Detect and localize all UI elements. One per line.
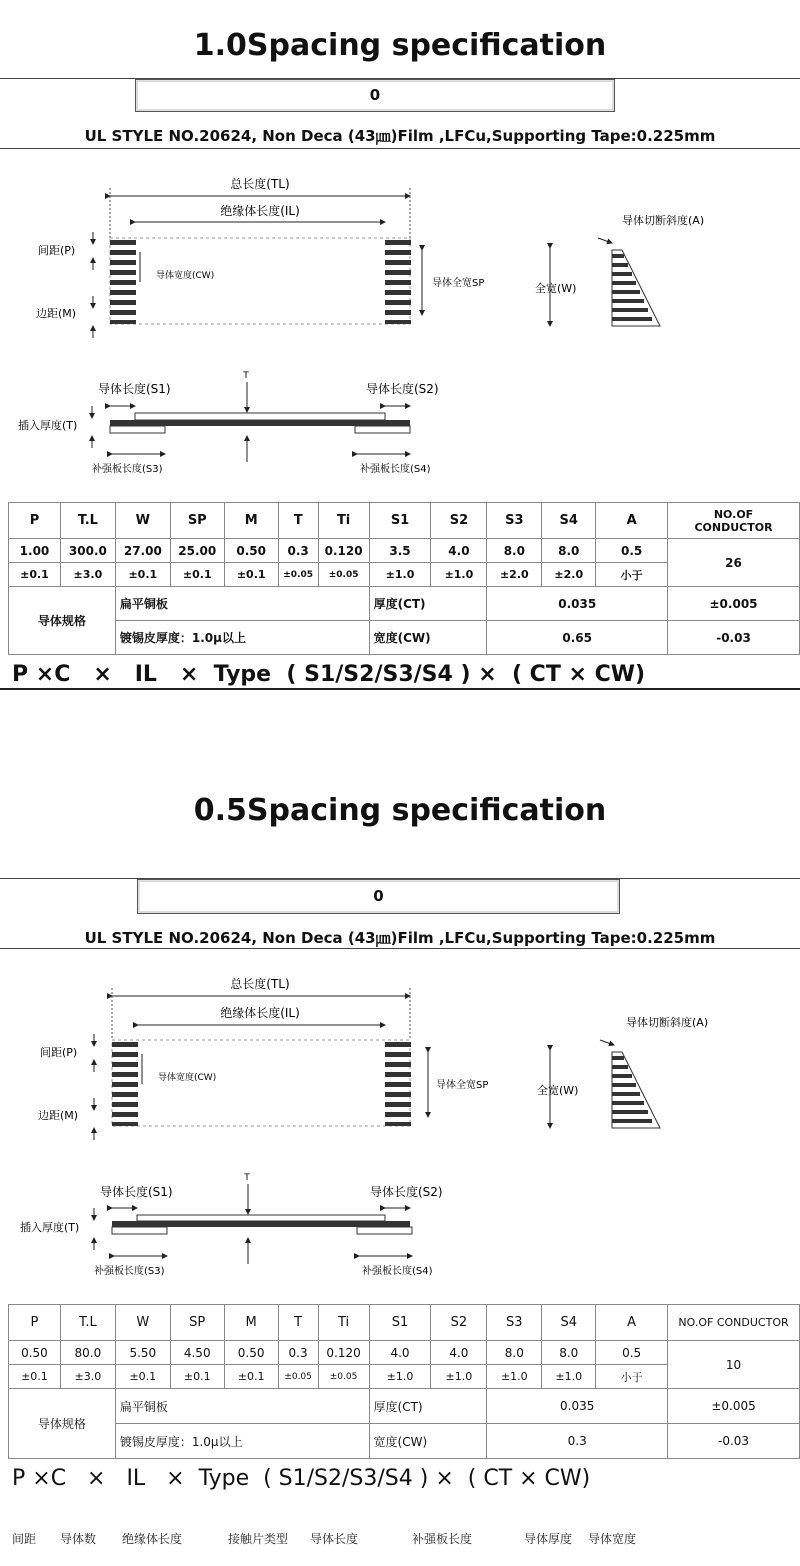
tolerance-cell: ±3.0 xyxy=(60,563,115,587)
header-m: M xyxy=(224,1305,278,1341)
value-cell: 27.00 xyxy=(115,539,170,563)
header-s3: S3 xyxy=(487,1305,542,1341)
full-width-label: 全宽(W) xyxy=(537,1084,579,1097)
header-s4: S4 xyxy=(542,1305,596,1341)
value-cell: 0.50 xyxy=(9,1341,61,1365)
s3-label: 补强板长度(S3) xyxy=(92,464,163,475)
section2-number-box: 0 xyxy=(137,879,620,914)
conductor-layer xyxy=(110,420,410,426)
conductor-width-label: 导体宽度(CW) xyxy=(158,1073,217,1083)
s2-label: 导体长度(S2) xyxy=(366,382,439,396)
value-cell: 4.0 xyxy=(369,1341,431,1365)
tolerance-cell: ±0.05 xyxy=(278,563,318,587)
section2-formula: P ×C × IL × Type ( S1/S2/S3/S4 ) × ( CT × CW) xyxy=(12,1466,591,1491)
legend-count: 导体数 xyxy=(60,1532,97,1546)
header-p: P xyxy=(9,503,61,539)
spec-row2-d: -0.03 xyxy=(668,1424,800,1459)
margin-label: 边距(M) xyxy=(36,307,77,320)
section2-spec-table xyxy=(8,1304,800,1459)
legend-cond-thick: 导体厚度 xyxy=(524,1532,573,1546)
header-sp: SP xyxy=(170,503,224,539)
tolerance-cell: ±0.05 xyxy=(278,1365,318,1389)
tolerance-cell: ±0.1 xyxy=(9,1365,61,1389)
spec-row1-c: 0.035 xyxy=(487,587,668,621)
section1-number-box: 0 xyxy=(135,79,615,112)
tolerance-cell: ±3.0 xyxy=(60,1365,115,1389)
header-w: W xyxy=(115,1305,170,1341)
value-cell: 80.0 xyxy=(60,1341,115,1365)
spec-row2-b: 宽度(CW) xyxy=(369,621,487,655)
header-s4: S4 xyxy=(542,503,596,539)
s3-label: 补强板长度(S3) xyxy=(94,1266,165,1277)
value-cell: 3.5 xyxy=(369,539,431,563)
tolerance-cell: ±1.0 xyxy=(431,563,487,587)
tolerance-cell: ±0.1 xyxy=(170,563,224,587)
legend-ins-len: 绝缘体长度 xyxy=(122,1532,183,1546)
conductor-count: 26 xyxy=(668,539,800,587)
spec-row1-d: ±0.005 xyxy=(668,1389,800,1424)
header-ti: Ti xyxy=(318,1305,369,1341)
value-cell: 0.3 xyxy=(278,539,318,563)
spec-row1-b: 厚度(CT) xyxy=(369,587,487,621)
section2-title: 0.5Spacing specification xyxy=(193,793,607,828)
full-width-label: 全宽(W) xyxy=(535,282,577,295)
section1-diagram xyxy=(0,150,800,495)
left-contacts xyxy=(110,240,136,324)
il-label: 绝缘体长度(IL) xyxy=(220,1006,300,1020)
header-a: A xyxy=(596,503,668,539)
header-a: A xyxy=(596,1305,668,1341)
value-cell: 8.0 xyxy=(487,1341,542,1365)
cut-slope-label: 导体切断斜度(A) xyxy=(626,1016,709,1029)
legend-cond-len: 导体长度 xyxy=(310,1532,359,1546)
header-s2: S2 xyxy=(431,1305,487,1341)
slope-shape xyxy=(612,250,660,326)
value-cell: 0.50 xyxy=(224,539,278,563)
spec-row1-d: ±0.005 xyxy=(668,587,800,621)
value-cell: 5.50 xyxy=(115,1341,170,1365)
tolerance-cell: ±0.1 xyxy=(170,1365,224,1389)
header-p: P xyxy=(9,1305,61,1341)
section1-ul-rule xyxy=(0,148,800,149)
s2-label: 导体长度(S2) xyxy=(370,1185,443,1199)
value-cell: 8.0 xyxy=(487,539,542,563)
value-cell: 4.0 xyxy=(431,539,487,563)
section1-ul-line: UL STYLE NO.20624, Non Deca (43㎛)Film ,LFCu,Supporting Tape:0.225mm xyxy=(84,127,716,145)
cable-body xyxy=(110,238,410,324)
tolerance-cell: ±0.1 xyxy=(9,563,61,587)
section1-bottom-rule xyxy=(0,688,800,690)
value-cell: 0.120 xyxy=(318,1341,369,1365)
header-w: W xyxy=(115,503,170,539)
header-tl: T.L xyxy=(60,503,115,539)
value-cell: 0.5 xyxy=(596,539,668,563)
tolerance-cell: ±2.0 xyxy=(487,563,542,587)
tolerance-cell: ±2.0 xyxy=(542,563,596,587)
pitch-label: 间距(P) xyxy=(40,1046,78,1059)
spec-row2-d: -0.03 xyxy=(668,621,800,655)
tolerance-cell: ±0.1 xyxy=(224,563,278,587)
tolerance-cell: ±0.1 xyxy=(115,563,170,587)
s1-label: 导体长度(S1) xyxy=(98,382,171,396)
tolerance-cell: ±1.0 xyxy=(431,1365,487,1389)
spec-label: 导体规格 xyxy=(9,587,116,655)
cut-slope-label: 导体切断斜度(A) xyxy=(622,214,705,227)
margin-label: 边距(M) xyxy=(38,1109,79,1122)
tolerance-cell: 小于 xyxy=(596,563,668,587)
spec-row1-a: 扁平铜板 xyxy=(115,587,369,621)
section1-formula: P ×C × IL × Type ( S1/S2/S3/S4 ) × ( CT × CW) xyxy=(12,662,646,687)
spec-row1-c: 0.035 xyxy=(487,1389,668,1424)
value-cell: 1.00 xyxy=(9,539,61,563)
s4-label: 补强板长度(S4) xyxy=(360,464,431,475)
tolerance-cell: ±1.0 xyxy=(487,1365,542,1389)
conductor-full-width-label: 导体全宽SP xyxy=(436,1080,489,1091)
value-cell: 4.0 xyxy=(431,1341,487,1365)
header-conductor: NO.OF CONDUCTOR xyxy=(668,1305,800,1341)
tape-upper xyxy=(135,413,385,420)
right-contacts xyxy=(385,240,411,324)
thickness-label: 插入厚度(T) xyxy=(20,1221,80,1234)
legend-stiff-len: 补强板长度 xyxy=(412,1532,473,1546)
header-s1: S1 xyxy=(369,1305,431,1341)
legend-contact-type: 接触片类型 xyxy=(228,1532,289,1546)
thickness-label: 插入厚度(T) xyxy=(18,419,78,432)
spec-row2-a: 镀锡皮厚度：1.0μ以上 xyxy=(115,621,369,655)
t-mark: T xyxy=(243,371,249,381)
section1-spec-table xyxy=(8,502,800,655)
tolerance-cell: ±1.0 xyxy=(369,1365,431,1389)
tolerance-cell: ±0.1 xyxy=(224,1365,278,1389)
value-cell: 300.0 xyxy=(60,539,115,563)
header-tl: T.L xyxy=(60,1305,115,1341)
header-t: T xyxy=(278,1305,318,1341)
spec-row1-a: 扁平铜板 xyxy=(115,1389,369,1424)
value-cell: 0.3 xyxy=(278,1341,318,1365)
section1-title: 1.0Spacing specification xyxy=(193,28,607,63)
tl-label: 总长度(TL) xyxy=(230,977,290,991)
legend-pitch: 间距 xyxy=(12,1532,37,1546)
header-s3: S3 xyxy=(487,503,542,539)
header-sp: SP xyxy=(170,1305,224,1341)
pitch-label: 间距(P) xyxy=(38,244,76,257)
tolerance-cell: ±0.1 xyxy=(115,1365,170,1389)
tolerance-cell: ±0.05 xyxy=(318,563,369,587)
conductor-full-width-label: 导体全宽SP xyxy=(432,278,485,289)
spec-row2-a: 镀锡皮厚度：1.0μ以上 xyxy=(115,1424,369,1459)
legend-cond-width: 导体宽度 xyxy=(588,1532,637,1546)
cable-body xyxy=(112,1040,410,1126)
tolerance-cell: ±1.0 xyxy=(542,1365,596,1389)
value-cell: 8.0 xyxy=(542,539,596,563)
tolerance-cell: 小于 xyxy=(596,1365,668,1389)
spec-row1-b: 厚度(CT) xyxy=(369,1389,487,1424)
s4-label: 补强板长度(S4) xyxy=(362,1266,433,1277)
spec-row2-b: 宽度(CW) xyxy=(369,1424,487,1459)
value-cell: 4.50 xyxy=(170,1341,224,1365)
section2-ul-line: UL STYLE NO.20624, Non Deca (43㎛)Film ,LFCu,Supporting Tape:0.225mm xyxy=(84,929,716,947)
value-cell: 0.120 xyxy=(318,539,369,563)
header-t: T xyxy=(278,503,318,539)
s1-label: 导体长度(S1) xyxy=(100,1185,173,1199)
section2-ul-rule xyxy=(0,948,800,949)
spec-row2-c: 0.3 xyxy=(487,1424,668,1459)
value-cell: 0.5 xyxy=(596,1341,668,1365)
tolerance-cell: ±1.0 xyxy=(369,563,431,587)
header-conductor: NO.OF CONDUCTOR xyxy=(668,503,800,539)
header-s1: S1 xyxy=(369,503,431,539)
header-m: M xyxy=(224,503,278,539)
il-label: 绝缘体长度(IL) xyxy=(220,204,300,218)
header-ti: Ti xyxy=(318,503,369,539)
spec-row2-c: 0.65 xyxy=(487,621,668,655)
tl-label: 总长度(TL) xyxy=(230,177,290,191)
conductor-count: 10 xyxy=(668,1341,800,1389)
spec-label: 导体规格 xyxy=(9,1389,116,1459)
section2-diagram xyxy=(0,950,800,1300)
header-s2: S2 xyxy=(431,503,487,539)
conductor-width-label: 导体宽度(CW) xyxy=(156,271,215,281)
tolerance-cell: ±0.05 xyxy=(318,1365,369,1389)
value-cell: 8.0 xyxy=(542,1341,596,1365)
t-mark: T xyxy=(244,1173,250,1183)
value-cell: 0.50 xyxy=(224,1341,278,1365)
value-cell: 25.00 xyxy=(170,539,224,563)
